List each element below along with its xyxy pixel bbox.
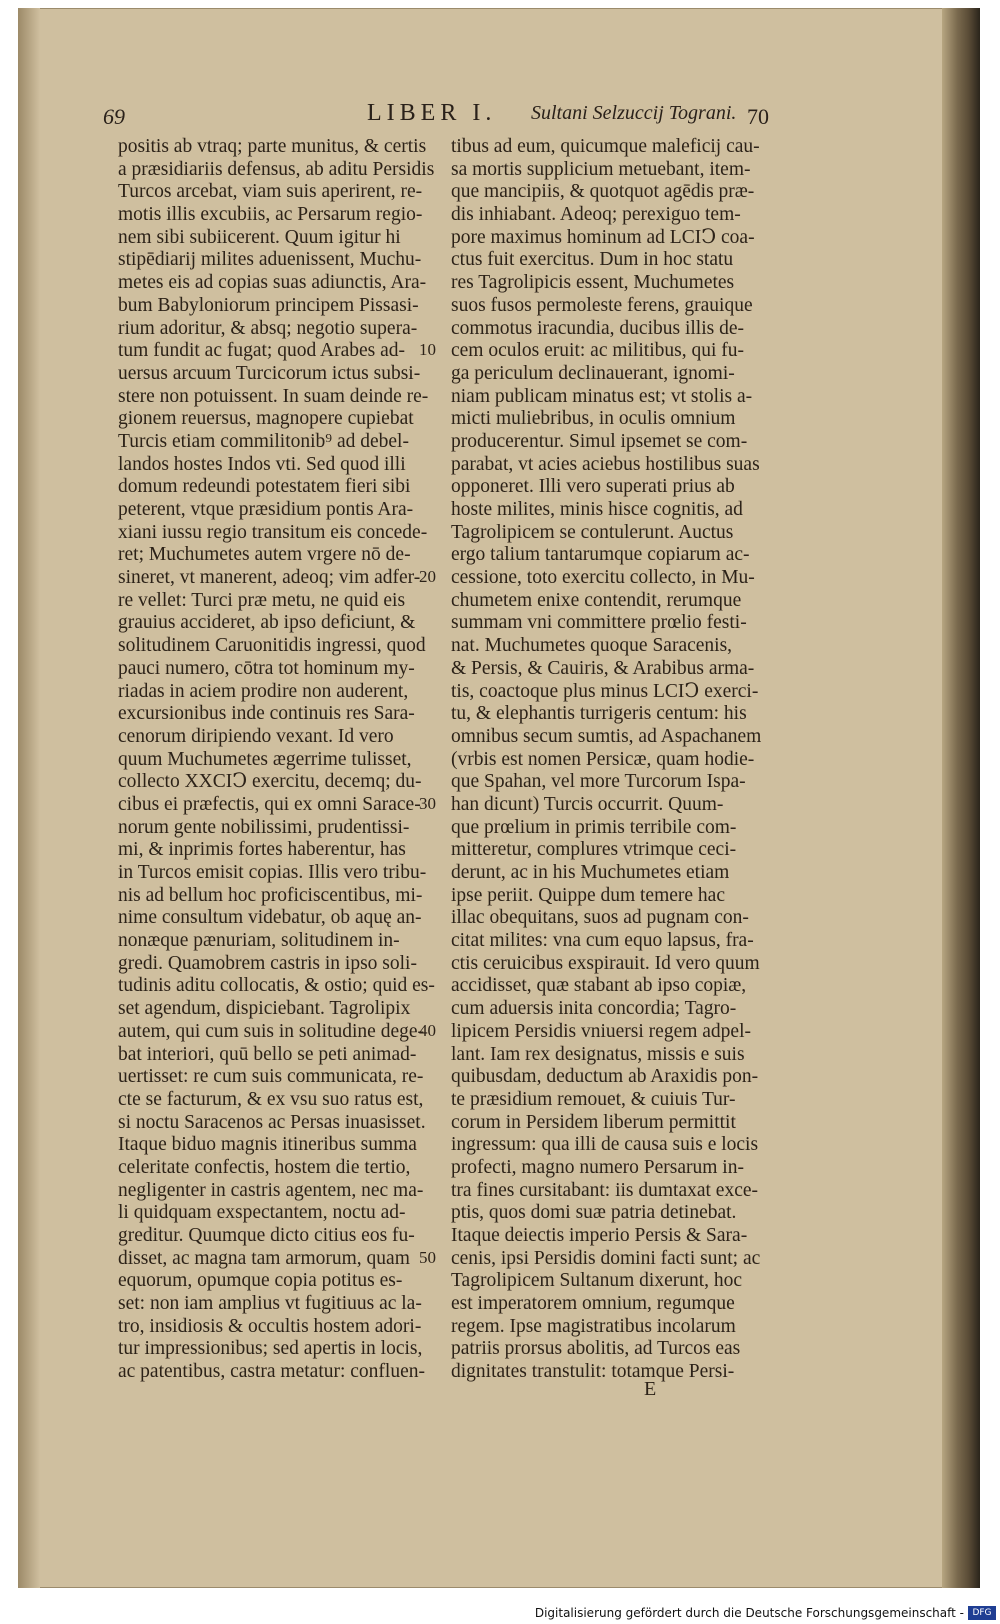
- text-line: nem sibi subiicerent. Quum igitur hi: [118, 226, 401, 248]
- text-line: corum in Persidem liberum permittit: [451, 1111, 736, 1133]
- text-line: ctus fuit exercitus. Dum in hoc statu: [451, 249, 734, 271]
- text-line: ptis, quos domi suæ patria detinebat.: [451, 1202, 737, 1224]
- text-line: stere non potuissent. In suam deinde re-: [118, 385, 429, 407]
- text-line: patriis prorsus abolitis, ad Turcos eas: [451, 1338, 741, 1360]
- text-line: hoste milites, minis hisce cognitis, ad: [451, 499, 743, 520]
- text-line: que prœlium in primis terribile com-: [451, 816, 737, 838]
- running-subtitle: Sultani Selzuccij Tograni.: [531, 102, 737, 124]
- text-line: ret; Muchumetes autem vrgere nō de-: [118, 544, 411, 566]
- text-line: han dicunt) Turcis occurrit. Quum-: [451, 793, 724, 815]
- text-line: lant. Iam rex designatus, missis e suis: [451, 1043, 745, 1065]
- text-line: pauci numero, cōtra tot hominum my-: [118, 657, 415, 679]
- book-edge: [942, 8, 980, 1588]
- text-line: ga periculum declinauerant, ignomi-: [451, 362, 735, 384]
- page-gutter: [18, 8, 40, 1588]
- text-line: landos hostes Indos vti. Sed quod illi: [118, 453, 406, 475]
- text-line: res Tagrolipicis essent, Muchumetes: [451, 272, 735, 294]
- running-title: LIBER I.: [367, 100, 497, 126]
- right-text-column: [451, 136, 781, 1384]
- text-line: set: non iam amplius vt fugitiuus ac la-: [118, 1293, 422, 1315]
- text-line: producerentur. Simul ipsemet se com-: [451, 430, 748, 452]
- text-line: nis ad bellum hoc proficiscentibus, mi-: [118, 884, 423, 906]
- text-line: summam vni committere prœlio festi-: [451, 612, 747, 634]
- page-number-right: 70: [747, 104, 769, 129]
- text-line: uersus arcuum Turcicorum ictus subsi-: [118, 362, 421, 384]
- signature-mark: E: [644, 1378, 657, 1400]
- text-line: pore maximus hominum ad LCIↃ coa-: [451, 226, 755, 248]
- text-line: (vrbis est nomen Persicæ, quam hodie-: [451, 748, 755, 770]
- text-line: regem. Ipse magistratibus incolarum: [451, 1315, 736, 1337]
- text-line: celeritate confectis, hostem die tertio,: [118, 1156, 411, 1178]
- text-line: mitteretur, complures vtrimque ceci-: [451, 839, 737, 861]
- text-line: a præsidiariis defensus, ab aditu Persidis: [118, 158, 435, 180]
- text-line: ac patentibus, castra metatur: confluen-: [118, 1361, 425, 1383]
- text-line: parabat, vt acies aciebus hostilibus suas: [451, 453, 760, 475]
- line-number: 40: [419, 1021, 436, 1041]
- text-line: nime consultum videbatur, ob aquę an-: [118, 907, 422, 929]
- text-line: greditur. Quumque dicto citius eos fu-: [118, 1225, 415, 1246]
- text-line: Tagrolipicem Sultanum dixerunt, hoc: [451, 1270, 743, 1292]
- text-line: suos fusos permoleste ferens, grauique: [451, 294, 753, 316]
- text-line: lipicem Persidis vniuersi regem adpel-: [451, 1020, 752, 1042]
- footer-bar: [0, 1604, 1000, 1624]
- text-line: que Spahan, vel more Turcorum Ispa-: [451, 771, 746, 793]
- text-line: si noctu Saracenos ac Persas inuasisset.: [118, 1111, 426, 1133]
- text-line: re vellet: Turci præ metu, ne quid eis: [118, 589, 406, 611]
- text-line: cte se facturum, & ex vsu suo ratus est,: [118, 1088, 424, 1110]
- text-line: autem, qui cum suis in solitudine dege-: [118, 1020, 424, 1042]
- text-line: Turcis etiam commilitonib⁹ ad debel-: [118, 430, 409, 452]
- text-line: riadas in aciem prodire non auderent,: [118, 680, 409, 702]
- text-line: chumetem enixe contendit, rerumque: [451, 589, 742, 611]
- text-line: est imperatorem omnium, regumque: [451, 1293, 735, 1315]
- text-line: cessione, toto exercitu collecto, in Mu-: [451, 567, 755, 589]
- text-line: bum Babyloniorum principem Pissasi-: [118, 294, 419, 316]
- text-line: sa mortis supplicium metuebant, item-: [451, 158, 751, 180]
- text-line: positis ab vtraq; parte munitus, & certis: [118, 136, 427, 157]
- text-line: peterent, vtque præsidium pontis Ara-: [118, 499, 414, 520]
- text-line: niam publicam minatus est; vt stolis a-: [451, 385, 753, 407]
- text-line: Turcos arcebat, viam suis aperirent, re-: [118, 181, 423, 203]
- text-line: equorum, opumque copia potitus es-: [118, 1270, 403, 1292]
- text-line: li quidquam exspectantem, noctu ad-: [118, 1202, 406, 1224]
- text-line: dignitates transtulit: totamque Persi-: [451, 1361, 735, 1383]
- text-line: excursionibus inde continuis res Sara-: [118, 703, 415, 725]
- text-line: profecti, magno numero Persarum in-: [451, 1156, 744, 1178]
- text-line: sineret, vt manerent, adeoq; vim adfer-: [118, 567, 421, 589]
- text-line: motis illis excubiis, ac Persarum regio-: [118, 204, 423, 226]
- text-line: cenorum diripiendo vexant. Id vero: [118, 725, 394, 747]
- text-line: nat. Muchumetes quoque Saracenis,: [451, 635, 733, 657]
- text-line: bat interiori, quū bello se peti animad-: [118, 1043, 417, 1065]
- text-line: rium adoritur, & absq; negotio supera-: [118, 317, 418, 339]
- dfg-logo: DFG: [968, 1606, 996, 1620]
- text-line: micti muliebribus, in oculis omnium: [451, 408, 736, 430]
- text-line: gredi. Quamobrem castris in ipso soli-: [118, 952, 417, 974]
- text-line: collecto XXCIↃ exercitu, decemq; du-: [118, 771, 422, 793]
- text-line: que mancipiis, & quotquot agēdis præ-: [451, 181, 755, 203]
- line-number: 20: [419, 567, 436, 587]
- page-header: [85, 98, 795, 132]
- line-number: 30: [419, 794, 436, 814]
- text-line: negligenter in castris agentem, nec ma-: [118, 1179, 424, 1201]
- text-line: tu, & elephantis turrigeris centum: his: [451, 703, 747, 725]
- text-line: cum aduersis inita concordia; Tagro-: [451, 998, 737, 1020]
- text-line: mi, & inprimis fortes haberentur, has: [118, 839, 406, 861]
- text-line: quum Muchumetes ægerrime tulisset,: [118, 748, 412, 770]
- text-line: Itaque biduo magnis itineribus summa: [118, 1134, 417, 1156]
- text-line: derunt, ac in his Muchumetes etiam: [451, 862, 730, 883]
- text-line: tro, insidiosis & occultis hostem adori-: [118, 1315, 422, 1337]
- text-line: citat milites: vna cum equo lapsus, fra-: [451, 930, 754, 952]
- text-line: tra fines cursitabant: iis dumtaxat exce-: [451, 1179, 759, 1201]
- text-line: grauius accideret, ab ipso deficiunt, &: [118, 612, 416, 634]
- text-line: dis inhiabant. Adeoq; perexiguo tem-: [451, 204, 741, 226]
- text-line: omnibus secum sumtis, ad Aspachanem: [451, 725, 762, 747]
- text-line: ipse periit. Quippe dum temere hac: [451, 884, 725, 906]
- text-line: tur impressionibus; sed apertis in locis,: [118, 1338, 423, 1360]
- text-line: nonæque pænuriam, solitudinem in-: [118, 930, 400, 952]
- text-line: Tagrolipicem se contulerunt. Auctus: [451, 521, 734, 543]
- text-line: tis, coactoque plus minus LCIↃ exerci-: [451, 680, 759, 702]
- footer-credit: Digitalisierung gefördert durch die Deutsche Forschungsgemeinschaft -: [534, 1606, 964, 1620]
- text-line: accidisset, quæ stabant ab ipso copiæ,: [451, 975, 747, 997]
- text-line: cenis, ipsi Persidis domini facti sunt; ac: [451, 1247, 761, 1269]
- text-line: tum fundit ac fugat; quod Arabes ad-: [118, 340, 406, 362]
- text-line: tibus ad eum, quicumque maleficij cau-: [451, 136, 760, 157]
- text-line: ingressum: qua illi de causa suis e locis: [451, 1134, 759, 1156]
- text-line: norum gente nobilissimi, prudentissi-: [118, 816, 410, 838]
- text-line: & Persis, & Cauiris, & Arabibus arma-: [451, 657, 755, 679]
- left-text-column: [118, 136, 448, 1384]
- text-line: cem oculos eruit: ac militibus, qui fu-: [451, 340, 744, 362]
- text-line: metes eis ad copias suas adiunctis, Ara-: [118, 272, 427, 294]
- line-number: 10: [419, 340, 436, 360]
- text-line: set agendum, dispiciebant. Tagrolipix: [118, 998, 411, 1020]
- text-line: stipēdiarij milites aduenissent, Muchu-: [118, 249, 422, 271]
- text-line: cibus ei præfectis, qui ex omni Sarace-: [118, 793, 421, 815]
- text-line: disset, ac magna tam armorum, quam: [118, 1247, 410, 1269]
- text-line: opponeret. Illi vero superati prius ab: [451, 476, 735, 498]
- text-line: illac obequitans, suos ad pugnam con-: [451, 907, 749, 929]
- text-line: quibusdam, deductum ab Araxidis pon-: [451, 1066, 759, 1088]
- text-line: solitudinem Caruonitidis ingressi, quod: [118, 635, 426, 657]
- text-line: commotus iracundia, ducibus illis de-: [451, 317, 744, 339]
- line-number: 50: [419, 1248, 436, 1268]
- text-line: ergo talium tantarumque copiarum ac-: [451, 544, 750, 566]
- text-line: gionem reuersus, magnopere cupiebat: [118, 408, 414, 430]
- text-line: Itaque deiectis imperio Persis & Sara-: [451, 1225, 748, 1246]
- text-line: in Turcos emisit copias. Illis vero tribu-: [118, 862, 427, 883]
- page-number-left: 69: [103, 104, 125, 129]
- text-line: uertisset: re cum suis communicata, re-: [118, 1066, 424, 1088]
- text-line: te præsidium remouet, & cuiuis Tur-: [451, 1088, 736, 1110]
- text-line: tudinis aditu collocatis, & ostio; quid es-: [118, 975, 435, 997]
- text-line: domum redeundi potestatem fieri sibi: [118, 476, 411, 498]
- text-line: xiani iussu regio transitum eis concede-: [118, 521, 428, 543]
- text-line: ctis ceruicibus exspirauit. Id vero quum: [451, 952, 760, 974]
